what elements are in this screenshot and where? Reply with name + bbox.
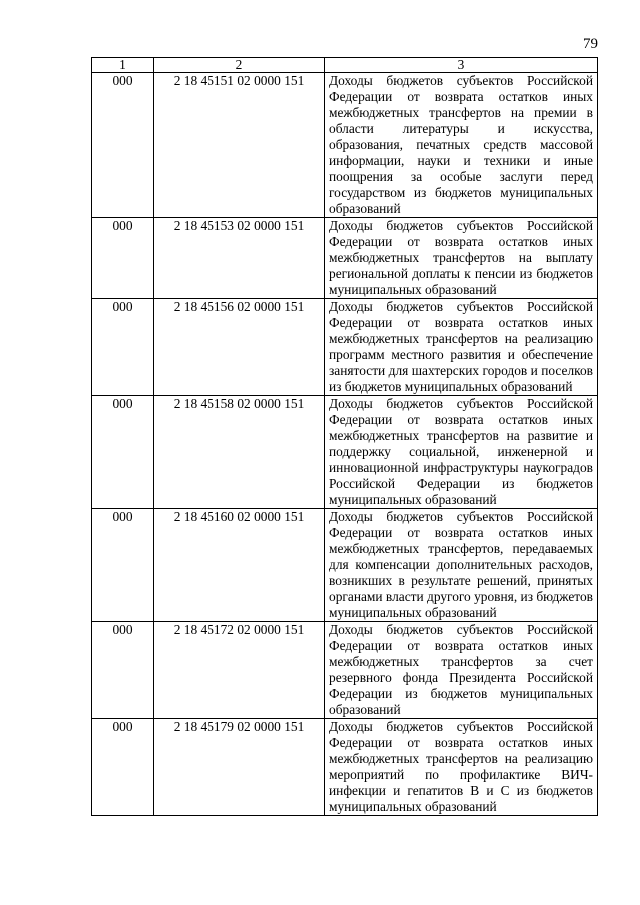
table-row: [92, 509, 598, 622]
table-row: [92, 719, 598, 816]
admin-code-cell: 000: [92, 622, 154, 719]
column-header-3: 3: [325, 58, 598, 73]
description-cell: Доходы бюджетов субъектов Российской Федерации от возврата остатков иных межбюджетных трансфертов на развитие и поддержку социальной, инженерной и инновационной инфраструктуры наукоградов Российской Федерации из бюджетов муниципальных образований: [325, 396, 598, 509]
table-header-row: [92, 58, 598, 73]
admin-code-cell: 000: [92, 509, 154, 622]
description-cell: Доходы бюджетов субъектов Российской Федерации от возврата остатков иных межбюджетных трансфертов на реализацию мероприятий по профилактике ВИЧ-инфекции и гепатитов В и С из бюджетов муниципальных образований: [325, 719, 598, 816]
admin-code-cell: 000: [92, 73, 154, 218]
admin-code-cell: 000: [92, 719, 154, 816]
description-cell: Доходы бюджетов субъектов Российской Федерации от возврата остатков иных межбюджетных трансфертов, передаваемых для компенсации дополнительных расходов, возникших в результате решений, принятых органами власти другого уровня, из бюджетов муниципальных образований: [325, 509, 598, 622]
budget-code-cell: 2 18 45151 02 0000 151: [154, 73, 325, 218]
table-row: [92, 622, 598, 719]
table-row: [92, 299, 598, 396]
column-header-1: 1: [92, 58, 154, 73]
budget-codes-table: [91, 57, 598, 816]
admin-code-cell: 000: [92, 396, 154, 509]
budget-code-cell: 2 18 45153 02 0000 151: [154, 218, 325, 299]
admin-code-cell: 000: [92, 218, 154, 299]
description-cell: Доходы бюджетов субъектов Российской Федерации от возврата остатков иных межбюджетных трансфертов за счет резервного фонда Президента Российской Федерации из бюджетов муниципальных образований: [325, 622, 598, 719]
budget-code-cell: 2 18 45179 02 0000 151: [154, 719, 325, 816]
admin-code-cell: 000: [92, 299, 154, 396]
budget-code-cell: 2 18 45160 02 0000 151: [154, 509, 325, 622]
page-number: 79: [583, 36, 598, 52]
budget-code-cell: 2 18 45172 02 0000 151: [154, 622, 325, 719]
table-row: [92, 396, 598, 509]
budget-code-cell: 2 18 45158 02 0000 151: [154, 396, 325, 509]
description-cell: Доходы бюджетов субъектов Российской Федерации от возврата остатков иных межбюджетных трансфертов на реализацию программ местного развития и обеспечение занятости для шахтерских городов и поселков из бюджетов муниципальных образований: [325, 299, 598, 396]
budget-code-cell: 2 18 45156 02 0000 151: [154, 299, 325, 396]
description-cell: Доходы бюджетов субъектов Российской Федерации от возврата остатков иных межбюджетных трансфертов на выплату региональной доплаты к пенсии из бюджетов муниципальных образований: [325, 218, 598, 299]
description-cell: Доходы бюджетов субъектов Российской Федерации от возврата остатков иных межбюджетных трансфертов на премии в области литературы и искусства, образования, печатных средств массовой информации, науки и техники и иные поощрения за особые заслуги перед государством из бюджетов муниципальных образований: [325, 73, 598, 218]
column-header-2: 2: [154, 58, 325, 73]
table-row: [92, 218, 598, 299]
table-row: [92, 73, 598, 218]
